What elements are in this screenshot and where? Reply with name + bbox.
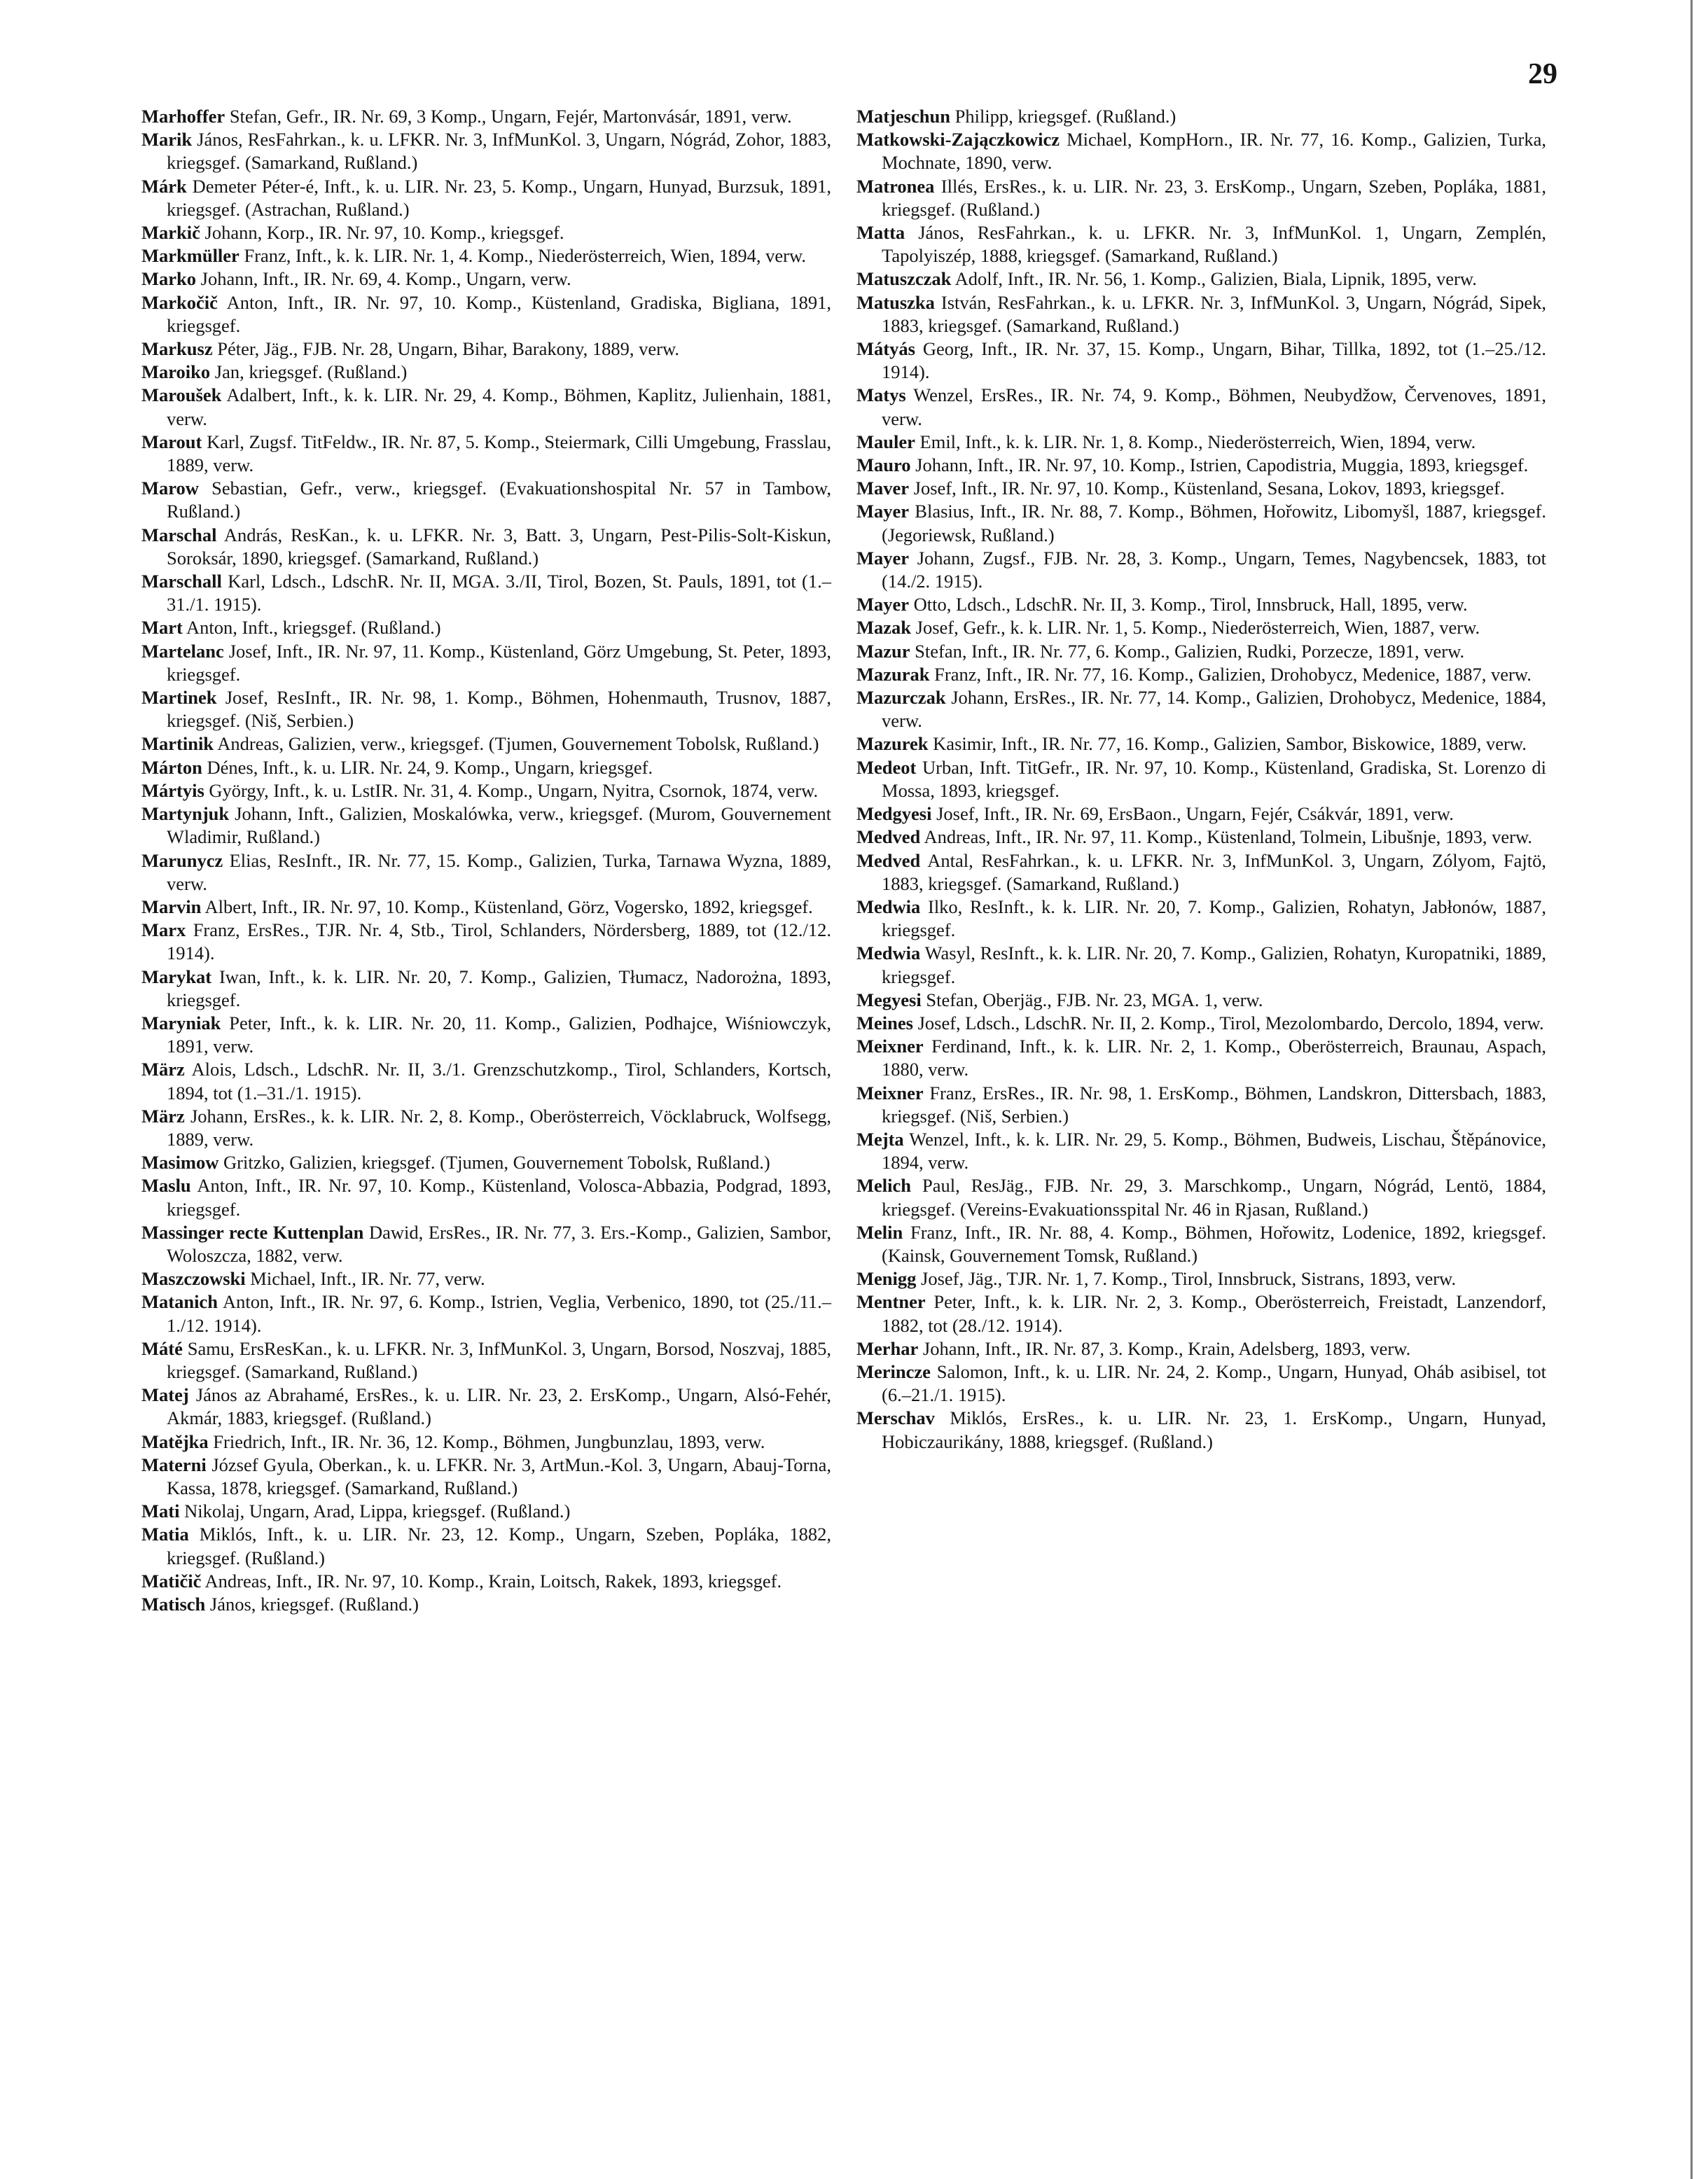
- entry-details: Ferdinand, Inft., k. k. LIR. Nr. 2, 1. Komp., Oberösterreich, Braunau, Aspach, 1880, verw.: [882, 1036, 1546, 1080]
- entry-surname: Megyesi: [856, 989, 922, 1010]
- register-entry: [856, 547, 1546, 593]
- entry-details: Johann, Inft., IR. Nr. 97, 10. Komp., Istrien, Capodistria, Muggia, 1893, kriegsgef.: [915, 454, 1529, 476]
- register-entry: [141, 431, 831, 477]
- register-entry: [856, 1035, 1546, 1081]
- register-entry: [141, 1105, 831, 1151]
- entry-details: Albert, Inft., IR. Nr. 97, 10. Komp., Küstenland, Görz, Vogersko, 1892, kriegsgef.: [204, 896, 813, 917]
- register-entry: [141, 244, 831, 267]
- entry-details: György, Inft., k. u. LstIR. Nr. 31, 4. Komp., Ungarn, Nyitra, Csornok, 1874, verw.: [209, 779, 819, 801]
- entry-surname: Martinik: [141, 733, 214, 755]
- entry-details: Josef, Inft., IR. Nr. 69, ErsBaon., Ungarn, Fejér, Csákvár, 1891, verw.: [936, 803, 1454, 825]
- entry-surname: März: [141, 1059, 185, 1080]
- entry-details: Wasyl, ResInft., k. k. LIR. Nr. 20, 7. Komp., Galizien, Rohatyn, Kuropatniki, 1889, kriegsgef.: [882, 942, 1546, 987]
- register-entry: [856, 128, 1546, 174]
- register-entry: [856, 1174, 1546, 1220]
- register-entry: [141, 1058, 831, 1104]
- entry-surname: Matej: [141, 1384, 189, 1406]
- register-entry: [856, 663, 1546, 686]
- register-entry: [141, 1454, 831, 1500]
- entry-details: Blasius, Inft., IR. Nr. 88, 7. Komp., Böhmen, Hořowitz, Libomyšl, 1887, kriegsgef. (Jegoriewsk, Rußland.): [882, 501, 1547, 545]
- entry-surname: Matia: [141, 1524, 189, 1545]
- entry-surname: Menigg: [856, 1268, 917, 1290]
- register-entry: [141, 1012, 831, 1058]
- register-entry: [141, 1290, 831, 1337]
- entry-details: Johann, ErsRes., IR. Nr. 77, 14. Komp., Galizien, Drohobycz, Medenice, 1884, verw.: [882, 687, 1547, 732]
- register-entry: [856, 1407, 1546, 1453]
- register-entry: [141, 1337, 831, 1384]
- register-entry: [141, 337, 831, 361]
- entry-surname: Medved: [856, 826, 921, 848]
- entry-details: Johann, Inft., Galizien, Moskalówka, verw., kriegsgef. (Murom, Gouvernement Wladimir, Rußland.): [167, 803, 831, 848]
- entry-details: Ilko, ResInft., k. k. LIR. Nr. 20, 7. Komp., Galizien, Rohatyn, Jabłonów, 1887, kriegsgef.: [882, 896, 1546, 941]
- entry-surname: Matisch: [141, 1594, 206, 1615]
- register-entry: [856, 802, 1546, 826]
- register-entry: [856, 1128, 1546, 1174]
- register-entry: [856, 1337, 1546, 1360]
- entry-details: Karl, Ldsch., LdschR. Nr. II, MGA. 3./II, Tirol, Bozen, St. Pauls, 1891, tot (1.–31./1. 1915).: [167, 571, 832, 615]
- entry-surname: Medwia: [856, 896, 921, 917]
- register-entry: [141, 1151, 831, 1174]
- register-entry: [856, 477, 1546, 500]
- entry-details: Wenzel, ErsRes., IR. Nr. 74, 9. Komp., Böhmen, Neubydžow, Červenoves, 1891, verw.: [882, 384, 1546, 429]
- entry-details: Andreas, Inft., IR. Nr. 97, 11. Komp., Küstenland, Tolmein, Libušnje, 1893, verw.: [924, 826, 1533, 848]
- entry-surname: Merhar: [856, 1337, 919, 1359]
- entry-surname: Marvin: [141, 896, 202, 917]
- entry-details: Jan, kriegsgef. (Rußland.): [214, 361, 408, 383]
- scan-edge: [1690, 0, 1693, 2179]
- entry-surname: Medwia: [856, 942, 921, 964]
- entry-details: Adalbert, Inft., k. k. LIR. Nr. 29, 4. Komp., Böhmen, Kaplitz, Julienhain, 1881, verw.: [167, 384, 831, 429]
- register-entry: [856, 337, 1546, 384]
- entry-details: János, kriegsgef. (Rußland.): [209, 1594, 419, 1615]
- page-number: 29: [1528, 58, 1557, 90]
- register-entry: [141, 1500, 831, 1523]
- entry-surname: Matta: [856, 222, 905, 244]
- entry-details: Dawid, ErsRes., IR. Nr. 77, 3. Ers.-Komp., Galizien, Sambor, Woloszcza, 1882, verw.: [167, 1221, 832, 1266]
- entry-details: Josef, Jäg., TJR. Nr. 1, 7. Komp., Tirol, Innsbruck, Sistrans, 1893, verw.: [921, 1268, 1457, 1290]
- register-entry: [856, 989, 1546, 1012]
- register-entry: [141, 966, 831, 1012]
- entry-surname: Matuszczak: [856, 268, 952, 290]
- register-entry: [856, 849, 1546, 896]
- entry-details: Sebastian, Gefr., verw., kriegsgef. (Evakuationshospital Nr. 57 in Tambow, Rußland.): [167, 478, 832, 522]
- entry-surname: Maroiko: [141, 361, 211, 383]
- register-entry: [856, 1221, 1546, 1267]
- register-entry: [141, 128, 831, 174]
- entry-details: Kasimir, Inft., IR. Nr. 77, 16. Komp., Galizien, Sambor, Biskowice, 1889, verw.: [933, 733, 1527, 755]
- entry-details: Anton, Inft., kriegsgef. (Rußland.): [186, 617, 441, 639]
- entry-surname: Martelanc: [141, 640, 224, 662]
- entry-surname: Masimow: [141, 1152, 219, 1174]
- entry-surname: Melich: [856, 1175, 911, 1197]
- register-entry: [856, 105, 1546, 128]
- register-entry: [856, 686, 1546, 732]
- entry-surname: Merincze: [856, 1360, 931, 1382]
- entry-surname: Marko: [141, 268, 197, 290]
- entry-surname: Máté: [141, 1337, 183, 1359]
- entry-details: Stefan, Gefr., IR. Nr. 69, 3 Komp., Ungarn, Fejér, Martonvásár, 1891, verw.: [229, 106, 792, 127]
- register-entry: [141, 361, 831, 384]
- register-entry: [856, 616, 1546, 639]
- entry-details: Michael, KompHorn., IR. Nr. 77, 16. Komp., Galizien, Turka, Mochnate, 1890, verw.: [882, 129, 1546, 174]
- register-entry: [141, 221, 831, 244]
- entry-surname: Meixner: [856, 1036, 924, 1057]
- register-entry: [856, 942, 1546, 988]
- entry-surname: Marschall: [141, 571, 222, 592]
- entry-surname: Mejta: [856, 1128, 904, 1150]
- entry-details: Peter, Inft., k. k. LIR. Nr. 20, 11. Komp., Galizien, Podhajce, Wiśniowczyk, 1891, verw.: [167, 1012, 831, 1057]
- entry-details: Antal, ResFahrkan., k. u. LFKR. Nr. 3, InfMunKol. 3, Ungarn, Zólyom, Fajtö, 1883, kriegsgef. (Samarkand, Rußland.): [882, 849, 1546, 894]
- entry-surname: Mayer: [856, 594, 910, 615]
- register-entry: [856, 593, 1546, 616]
- register-entry: [856, 454, 1546, 477]
- entry-details: Michael, Inft., IR. Nr. 77, verw.: [250, 1268, 485, 1290]
- entry-surname: Maryniak: [141, 1012, 221, 1033]
- entry-surname: Matanich: [141, 1291, 218, 1313]
- entry-surname: Mazur: [856, 640, 910, 662]
- entry-details: Emil, Inft., k. k. LIR. Nr. 1, 8. Komp., Niederösterreich, Wien, 1894, verw.: [919, 431, 1476, 452]
- entry-details: Anton, Inft., IR. Nr. 97, 6. Komp., Istrien, Veglia, Verbenico, 1890, tot (25./11.–1./12. 1914).: [167, 1291, 831, 1336]
- entry-surname: Matronea: [856, 175, 935, 197]
- entry-details: Josef, Ldsch., LdschR. Nr. II, 2. Komp., Tirol, Mezolombardo, Dercolo, 1894, verw.: [917, 1012, 1544, 1033]
- register-entry: [856, 384, 1546, 430]
- entry-details: Johann, Korp., IR. Nr. 97, 10. Komp., kriegsgef.: [204, 222, 564, 244]
- entry-details: Josef, ResInft., IR. Nr. 98, 1. Komp., Böhmen, Hohenmauth, Trusnov, 1887, kriegsgef. (Niš, Serbien.): [167, 687, 831, 732]
- register-entry: [141, 1430, 831, 1454]
- entry-surname: Mátyás: [856, 338, 915, 360]
- entry-details: Dénes, Inft., k. u. LIR. Nr. 24, 9. Komp., Ungarn, kriegsgef.: [207, 756, 653, 778]
- entry-surname: Mártyis: [141, 779, 204, 801]
- register-entry: [856, 1012, 1546, 1035]
- entry-surname: März: [141, 1105, 185, 1127]
- entry-surname: Mayer: [856, 547, 910, 569]
- entry-surname: Marschal: [141, 524, 217, 545]
- entry-surname: Matuszka: [856, 291, 935, 313]
- entry-surname: Matys: [856, 384, 906, 406]
- entry-details: Anton, Inft., IR. Nr. 97, 10. Komp., Küstenland, Volosca-Abbazia, Podgrad, 1893, kriegsgef.: [167, 1175, 832, 1220]
- entry-details: Péter, Jäg., FJB. Nr. 28, Ungarn, Bihar, Barakony, 1889, verw.: [217, 338, 679, 360]
- entry-details: Miklós, Inft., k. u. LIR. Nr. 23, 12. Komp., Ungarn, Szeben, Popláka, 1882, kriegsgef. (Rußland.): [167, 1524, 831, 1568]
- register-entry: [141, 1593, 831, 1616]
- entry-surname: Mauro: [856, 454, 911, 476]
- register-entry: [141, 1523, 831, 1569]
- entry-surname: Mati: [141, 1501, 180, 1522]
- entry-details: Franz, Inft., IR. Nr. 77, 16. Komp., Galizien, Drohobycz, Medenice, 1887, verw.: [934, 663, 1532, 685]
- entry-details: István, ResFahrkan., k. u. LFKR. Nr. 3, InfMunKol. 3, Ungarn, Nógrád, Sipek, 1883, kriegsgef. (Samarkand, Rußland.): [882, 291, 1546, 336]
- entry-details: János, ResFahrkan., k. u. LFKR. Nr. 3, InfMunKol. 3, Ungarn, Nógrád, Zohor, 1883, kriegsgef. (Samarkand, Rußland.): [167, 129, 832, 174]
- entry-details: Paul, ResJäg., FJB. Nr. 29, 3. Marschkomp., Ungarn, Nógrád, Lentö, 1884, kriegsgef. (Vereins-Evakuationsspital Nr. 46 in Rjasan, Rußland.): [882, 1175, 1547, 1220]
- register-entry: [141, 732, 831, 756]
- entry-details: Samu, ErsResKan., k. u. LFKR. Nr. 3, InfMunKol. 3, Ungarn, Borsod, Noszvaj, 1885, kriegsgef. (Samarkand, Rußland.): [167, 1337, 831, 1382]
- entry-surname: Maver: [856, 478, 910, 499]
- register-entry: [141, 616, 831, 639]
- register-entry: [856, 431, 1546, 454]
- entry-details: Salomon, Inft., k. u. LIR. Nr. 24, 2. Komp., Ungarn, Hunyad, Oháb asibisel, tot (6.–21./1. 1915).: [882, 1360, 1546, 1406]
- entry-details: János, ResFahrkan., k. u. LFKR. Nr. 3, InfMunKol. 1, Ungarn, Zemplén, Tapolyiszép, 1888, kriegsgef. (Samarkand, Rußland.): [882, 222, 1547, 267]
- register-entry: [141, 849, 831, 896]
- register-entry: [141, 919, 831, 965]
- register-entry: [141, 896, 831, 919]
- entry-details: Alois, Ldsch., LdschR. Nr. II, 3./1. Grenzschutzkomp., Tirol, Schlanders, Kortsch, 1894, tot (1.–31./1. 1915).: [167, 1059, 832, 1104]
- entry-details: Georg, Inft., IR. Nr. 37, 15. Komp., Ungarn, Bihar, Tillka, 1892, tot (1.–25./12. 1914).: [882, 338, 1546, 383]
- register-entry: [856, 175, 1546, 221]
- entry-details: Josef, Inft., IR. Nr. 97, 10. Komp., Küstenland, Sesana, Lokov, 1893, kriegsgef.: [913, 478, 1505, 499]
- register-entry: [856, 640, 1546, 663]
- register-entry: [141, 105, 831, 128]
- entry-details: Illés, ErsRes., k. u. LIR. Nr. 23, 3. ErsKomp., Ungarn, Szeben, Popláka, 1881, kriegsgef. (Rußland.): [882, 175, 1546, 220]
- entry-details: Stefan, Oberjäg., FJB. Nr. 23, MGA. 1, verw.: [926, 989, 1263, 1010]
- entry-details: Karl, Zugsf. TitFeldw., IR. Nr. 87, 5. Komp., Steiermark, Cilli Umgebung, Frasslau, 1889, verw.: [167, 431, 832, 476]
- entry-details: József Gyula, Oberkan., k. u. LFKR. Nr. 3, ArtMun.-Kol. 3, Ungarn, Abauj-Torna, Kassa, 1878, kriegsgef. (Samarkand, Rußland.): [167, 1454, 832, 1498]
- entry-details: Demeter Péter-é, Inft., k. u. LIR. Nr. 23, 5. Komp., Ungarn, Hunyad, Burzsuk, 1891, kriegsgef. (Astrachan, Rußland.): [167, 175, 831, 220]
- register-entry: [856, 221, 1546, 267]
- register-entry: [141, 640, 831, 686]
- entry-surname: Mazak: [856, 617, 912, 639]
- entry-surname: Meixner: [856, 1082, 924, 1104]
- register-entry: [141, 779, 831, 802]
- entry-surname: Marout: [141, 431, 202, 452]
- right-column: [856, 105, 1546, 1454]
- register-entry: [141, 524, 831, 570]
- entry-surname: Medeot: [856, 756, 917, 778]
- register-entry: [856, 826, 1546, 849]
- entry-surname: Matkowski-Zajączkowicz: [856, 129, 1060, 151]
- entry-surname: Merschav: [856, 1407, 935, 1429]
- entry-surname: Medved: [856, 849, 921, 871]
- register-entry: [141, 175, 831, 221]
- entry-surname: Markočič: [141, 291, 218, 313]
- entry-details: Franz, Inft., IR. Nr. 88, 4. Komp., Böhmen, Hořowitz, Lodenice, 1892, kriegsgef. (Kainsk, Gouvernement Tomsk, Rußland.): [882, 1221, 1547, 1266]
- entry-details: Josef, Inft., IR. Nr. 97, 11. Komp., Küstenland, Görz Umgebung, St. Peter, 1893, kriegsgef.: [167, 640, 831, 685]
- entry-surname: Mazurak: [856, 663, 930, 685]
- entry-details: Franz, Inft., k. k. LIR. Nr. 1, 4. Komp., Niederösterreich, Wien, 1894, verw.: [244, 245, 807, 267]
- register-entry: [141, 477, 831, 523]
- entry-surname: Marx: [141, 919, 186, 941]
- entry-details: Andreas, Inft., IR. Nr. 97, 10. Komp., Krain, Loitsch, Rakek, 1893, kriegsgef.: [204, 1570, 782, 1592]
- entry-details: Johann, Inft., IR. Nr. 87, 3. Komp., Krain, Adelsberg, 1893, verw.: [922, 1337, 1411, 1359]
- register-entry: [141, 756, 831, 779]
- entry-surname: Marunycz: [141, 849, 223, 871]
- entry-surname: Melin: [856, 1221, 903, 1243]
- register-entry: [856, 732, 1546, 756]
- entry-surname: Mayer: [856, 501, 910, 522]
- entry-surname: Massinger recte Kuttenplan: [141, 1221, 364, 1243]
- entry-surname: Márk: [141, 175, 187, 197]
- entry-details: Otto, Ldsch., LdschR. Nr. II, 3. Komp., Tirol, Innsbruck, Hall, 1895, verw.: [913, 594, 1468, 615]
- entry-surname: Marik: [141, 129, 193, 151]
- entry-details: Josef, Gefr., k. k. LIR. Nr. 1, 5. Komp., Niederösterreich, Wien, 1887, verw.: [915, 617, 1480, 639]
- entry-details: Philipp, kriegsgef. (Rußland.): [954, 106, 1176, 127]
- entry-surname: Matějka: [141, 1430, 209, 1452]
- entry-details: Peter, Inft., k. k. LIR. Nr. 2, 3. Komp., Oberösterreich, Freistadt, Lanzendorf, 1882, tot (28./12. 1914).: [882, 1291, 1546, 1336]
- register-entry: [856, 756, 1546, 802]
- entry-details: Iwan, Inft., k. k. LIR. Nr. 20, 7. Komp., Galizien, Tłumacz, Nadorożna, 1893, kriegsgef.: [167, 966, 831, 1010]
- register-entry: [141, 291, 831, 337]
- entry-surname: Markič: [141, 222, 200, 244]
- register-entry: [856, 500, 1546, 546]
- entry-details: Johann, Inft., IR. Nr. 69, 4. Komp., Ungarn, verw.: [200, 268, 571, 290]
- entry-surname: Matjeschun: [856, 106, 950, 127]
- entry-details: Adolf, Inft., IR. Nr. 56, 1. Komp., Galizien, Biala, Lipnik, 1895, verw.: [954, 268, 1477, 290]
- register-entry: [856, 1360, 1546, 1407]
- entry-details: Urban, Inft. TitGefr., IR. Nr. 97, 10. Komp., Küstenland, Gradiska, St. Lorenzo di Mossa, 1893, kriegsgef.: [882, 756, 1547, 801]
- entry-details: Franz, ErsRes., IR. Nr. 98, 1. ErsKomp., Böhmen, Landskron, Dittersbach, 1883, kriegsgef. (Niš, Serbien.): [882, 1082, 1546, 1127]
- register-entry: [856, 1290, 1546, 1337]
- entry-details: János az Abrahamé, ErsRes., k. u. LIR. Nr. 23, 2. ErsKomp., Ungarn, Alsó-Fehér, Akmár, 1883, kriegsgef. (Rußland.): [167, 1384, 831, 1429]
- entry-surname: Martynjuk: [141, 803, 230, 825]
- entry-details: Anton, Inft., IR. Nr. 97, 10. Komp., Küstenland, Gradiska, Bigliana, 1891, kriegsgef.: [167, 291, 831, 336]
- register-entry: [141, 384, 831, 430]
- entry-details: Franz, ErsRes., TJR. Nr. 4, Stb., Tirol, Schlanders, Nördersberg, 1889, tot (12./12. 1914).: [167, 919, 831, 964]
- entry-surname: Marow: [141, 478, 199, 499]
- register-entry: [856, 267, 1546, 291]
- register-entry: [141, 267, 831, 291]
- entry-surname: Mauler: [856, 431, 915, 452]
- entry-surname: Maslu: [141, 1175, 191, 1197]
- entry-surname: Markmüller: [141, 245, 239, 267]
- register-entry: [856, 291, 1546, 337]
- entry-details: Miklós, ErsRes., k. u. LIR. Nr. 23, 1. ErsKomp., Ungarn, Hunyad, Hobiczaurikány, 1888, kriegsgef. (Rußland.): [882, 1407, 1547, 1452]
- entry-surname: Medgyesi: [856, 803, 932, 825]
- entry-surname: Mart: [141, 617, 183, 639]
- register-entry: [856, 1267, 1546, 1290]
- entry-details: András, ResKan., k. u. LFKR. Nr. 3, Batt. 3, Ungarn, Pest-Pilis-Solt-Kiskun, Soroksár, 1890, kriegsgef. (Samarkand, Rußland.): [167, 524, 832, 569]
- entry-details: Johann, ErsRes., k. k. LIR. Nr. 2, 8. Komp., Oberösterreich, Vöcklabruck, Wolfsegg, 1889, verw.: [167, 1105, 832, 1150]
- register-entry: [141, 1384, 831, 1430]
- entry-details: Nikolaj, Ungarn, Arad, Lippa, kriegsgef. (Rußland.): [184, 1501, 571, 1522]
- register-entry: [141, 1174, 831, 1220]
- register-entry: [856, 896, 1546, 942]
- register-entry: [141, 1221, 831, 1267]
- entry-surname: Mazurek: [856, 733, 929, 755]
- entry-surname: Mazurczak: [856, 687, 946, 709]
- entry-details: Stefan, Inft., IR. Nr. 77, 6. Komp., Galizien, Rudki, Porzecze, 1891, verw.: [915, 640, 1465, 662]
- register-entry: [141, 1267, 831, 1290]
- register-entry: [141, 1570, 831, 1593]
- entry-surname: Mentner: [856, 1291, 926, 1313]
- register-entry: [141, 802, 831, 849]
- register-entry: [141, 570, 831, 616]
- entry-details: Elias, ResInft., IR. Nr. 77, 15. Komp., Galizien, Turka, Tarnawa Wyzna, 1889, verw.: [167, 849, 832, 894]
- entry-surname: Márton: [141, 756, 202, 778]
- entry-surname: Materni: [141, 1454, 207, 1475]
- entry-details: Johann, Zugsf., FJB. Nr. 28, 3. Komp., Ungarn, Temes, Nagybencsek, 1883, tot (14./2. 1915).: [882, 547, 1546, 592]
- entry-surname: Markusz: [141, 338, 213, 360]
- left-column: [141, 105, 831, 1616]
- entry-details: Wenzel, Inft., k. k. LIR. Nr. 29, 5. Komp., Böhmen, Budweis, Lischau, Štěpánovice, 1894, verw.: [882, 1128, 1546, 1174]
- register-entry: [856, 1082, 1546, 1128]
- entry-surname: Marhoffer: [141, 106, 225, 127]
- entry-details: Gritzko, Galizien, kriegsgef. (Tjumen, Gouvernement Tobolsk, Rußland.): [223, 1152, 770, 1174]
- entry-surname: Marykat: [141, 966, 212, 987]
- entry-surname: Martinek: [141, 687, 217, 709]
- entry-surname: Maroušek: [141, 384, 222, 406]
- register-entry: [141, 686, 831, 732]
- entry-surname: Maszczowski: [141, 1268, 246, 1290]
- entry-details: Andreas, Galizien, verw., kriegsgef. (Tjumen, Gouvernement Tobolsk, Rußland.): [217, 733, 819, 755]
- entry-details: Friedrich, Inft., IR. Nr. 36, 12. Komp., Böhmen, Jungbunzlau, 1893, verw.: [213, 1430, 765, 1452]
- entry-surname: Meines: [856, 1012, 913, 1033]
- entry-surname: Matičič: [141, 1570, 202, 1592]
